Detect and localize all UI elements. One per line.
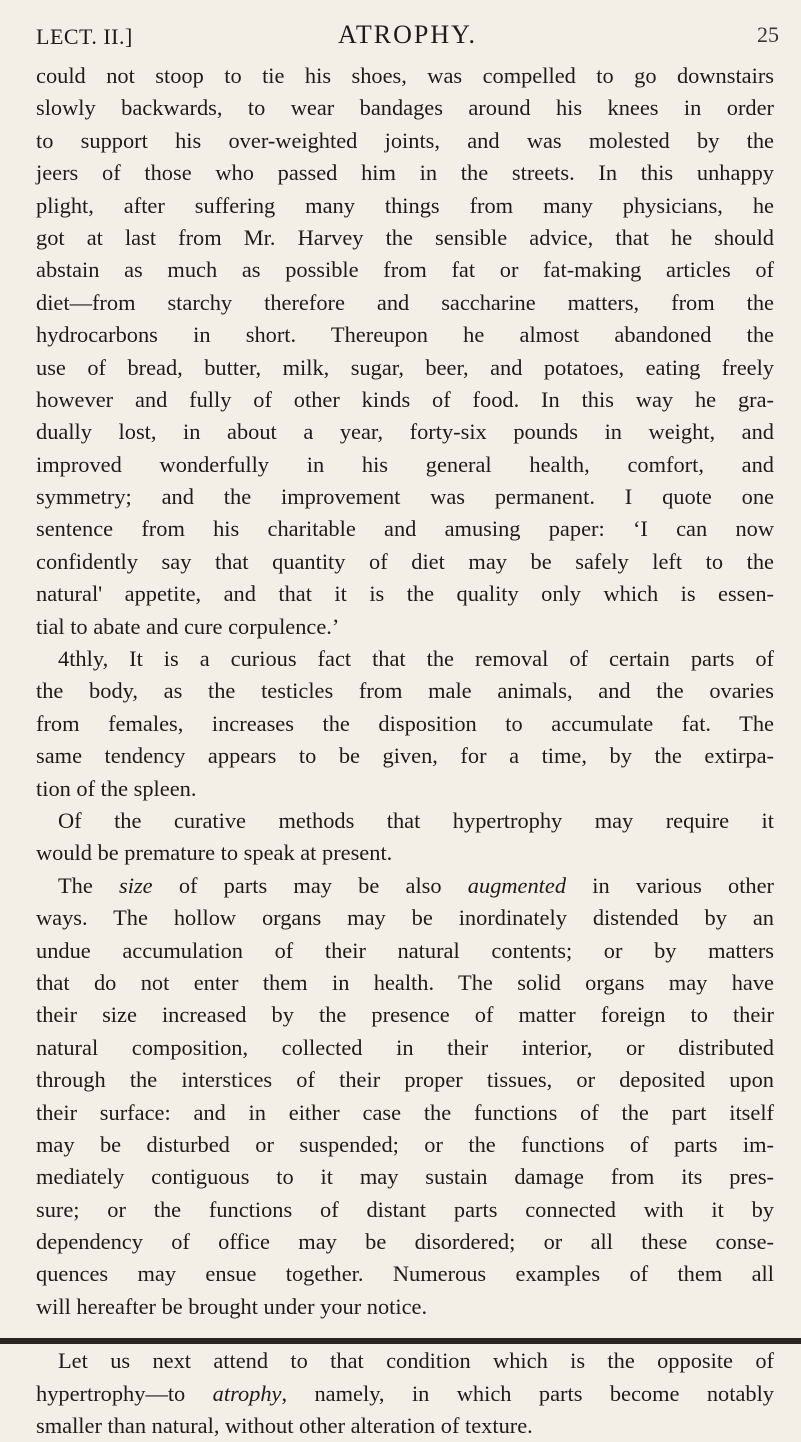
text-line: tial to abate and cure corpulence.’	[36, 613, 340, 639]
text-line: their surface: and in either case the functions of the part itself	[36, 1099, 774, 1125]
text-line: jeers of those who passed him in the streets. In this unhappy	[36, 160, 774, 186]
page-number: 25	[757, 22, 779, 47]
text-line: confidently say that quantity of diet may be safely left to the	[36, 548, 774, 574]
text-line: The size of parts may be also augmented in various other	[58, 872, 774, 898]
text-line: to support his over-weighted joints, and was molested by the	[36, 127, 774, 153]
text-line: improved wonderfully in his general health, comfort, and	[36, 451, 774, 477]
text-line: quences may ensue together. Numerous examples of them all	[36, 1261, 774, 1287]
text-line: may be disturbed or suspended; or the functions of parts im-	[36, 1131, 774, 1157]
paragraph-p5	[36, 1345, 774, 1442]
text-line: ways. The hollow organs may be inordinately distended by an	[36, 905, 774, 931]
text-line: Let us next attend to that condition which is the opposite of	[58, 1348, 774, 1374]
lecture-reference: LECT. II.]	[36, 24, 133, 49]
text-line: slowly backwards, to wear bandages around his knees in order	[36, 95, 774, 121]
text-line: could not stoop to tie his shoes, was compelled to go downstairs	[36, 63, 774, 88]
text-line: would be premature to speak at present.	[36, 840, 393, 866]
text-line: through the interstices of their proper tissues, or deposited upon	[36, 1067, 774, 1093]
text-line: that do not enter them in health. The solid organs may have	[36, 969, 774, 995]
paragraph-p3	[36, 805, 774, 870]
paragraph-p4	[36, 870, 774, 1323]
running-head	[36, 18, 779, 54]
text-line: 4thly, It is a curious fact that the removal of certain parts of	[58, 646, 774, 672]
text-line: got at last from Mr. Harvey the sensible advice, that he should	[36, 224, 774, 250]
text-line: abstain as much as possible from fat or fat-making articles of	[36, 257, 774, 283]
text-line: smaller than natural, without other alteration of texture.	[36, 1413, 533, 1439]
text-line: plight, after suffering many things from many physicians, he	[36, 192, 774, 218]
text-line: from females, increases the disposition to accumulate fat. The	[36, 710, 774, 736]
text-line: natural' appetite, and that it is the quality only which is essen-	[36, 581, 774, 607]
text-line: sentence from his charitable and amusing paper: ‘I can now	[36, 516, 774, 542]
text-line: sure; or the functions of distant parts connected with it by	[36, 1196, 774, 1222]
text-line: symmetry; and the improvement was permanent. I quote one	[36, 484, 774, 510]
page-bottom-edge	[0, 1338, 801, 1344]
text-line: hydrocarbons in short. Thereupon he almost abandoned the	[36, 322, 774, 348]
text-line: dependency of office may be disordered; or all these conse-	[36, 1229, 774, 1255]
text-line: hypertrophy—to atrophy, namely, in which parts become notably	[36, 1380, 775, 1406]
text-line: the body, as the testicles from male animals, and the ovaries	[36, 678, 774, 704]
body-text	[36, 60, 774, 1442]
text-line: natural composition, collected in their interior, or distributed	[36, 1034, 774, 1060]
text-line: same tendency appears to be given, for a time, by the extirpa-	[36, 743, 774, 769]
text-line: their size increased by the presence of matter foreign to their	[36, 1002, 774, 1028]
text-line: undue accumulation of their natural contents; or by matters	[36, 937, 774, 963]
text-line: use of bread, butter, milk, sugar, beer, and potatoes, eating freely	[36, 354, 774, 380]
text-line: however and fully of other kinds of food. In this way he gra-	[36, 386, 774, 412]
paragraph-p2	[36, 643, 774, 805]
text-line: will hereafter be brought under your notice.	[36, 1293, 428, 1319]
paragraph-p1	[36, 60, 774, 643]
page-title: ATROPHY.	[337, 20, 478, 49]
text-line: diet—from starchy therefore and saccharine matters, from the	[36, 289, 774, 315]
text-line: tion of the spleen.	[36, 775, 197, 801]
text-line: mediately contiguous to it may sustain damage from its pres-	[36, 1164, 774, 1190]
text-line: Of the curative methods that hypertrophy may require it	[58, 807, 774, 833]
text-line: dually lost, in about a year, forty-six pounds in weight, and	[36, 419, 774, 445]
